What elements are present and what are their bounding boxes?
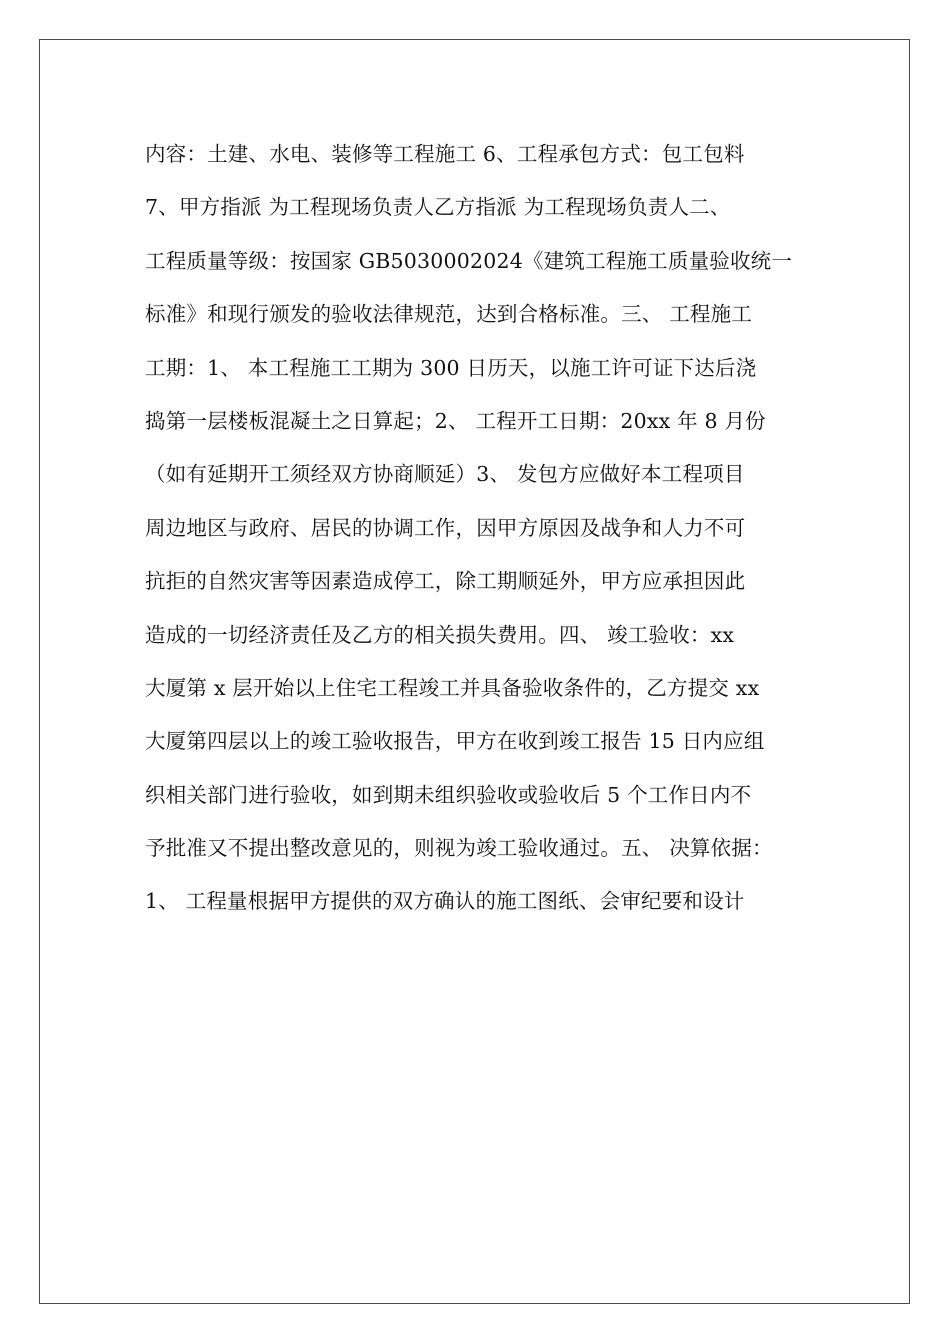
text-line: 捣第一层楼板混凝土之日算起；2、 工程开工日期：20xx 年 8 月份 xyxy=(145,408,766,433)
text-line: 予批准又不提出整改意见的，则视为竣工验收通过。五、 决算依据： xyxy=(145,836,773,861)
text-line: 造成的一切经济责任及乙方的相关损失费用。四、 竣工验收：xx xyxy=(145,622,735,647)
text-line: 工程质量等级：按国家 GB5030002024《建筑工程施工质量验收统一 xyxy=(145,248,793,273)
text-line: 周边地区与政府、居民的协调工作，因甲方原因及战争和人力不可 xyxy=(145,515,746,540)
text-line: 大厦第四层以上的竣工验收报告，甲方在收到竣工报告 15 日内应组 xyxy=(145,729,765,754)
text-line: 内容：土建、水电、装修等工程施工 6、工程承包方式：包工包料 xyxy=(145,142,745,166)
text-line: 7、甲方指派 为工程现场负责人乙方指派 为工程现场负责人二、 xyxy=(145,195,731,220)
document-body xyxy=(145,128,825,929)
text-line: 抗拒的自然灾害等因素造成停工，除工期顺延外，甲方应承担因此 xyxy=(145,569,746,594)
text-line: 1、 工程量根据甲方提供的双方确认的施工图纸、会审纪要和设计 xyxy=(145,889,745,914)
text-line: 大厦第 x 层开始以上住宅工程竣工并具备验收条件的，乙方提交 xx xyxy=(145,675,760,700)
text-line: 工期：1、 本工程施工工期为 300 日历天，以施工许可证下达后浇 xyxy=(145,355,757,380)
text-line: （如有延期开工须经双方协商顺延）3、 发包方应做好本工程项目 xyxy=(145,462,745,487)
text-line: 织相关部门进行验收，如到期未组织验收或验收后 5 个工作日内不 xyxy=(145,782,752,807)
text-line: 标准》和现行颁发的验收法律规范，达到合格标准。三、 工程施工 xyxy=(145,302,753,327)
